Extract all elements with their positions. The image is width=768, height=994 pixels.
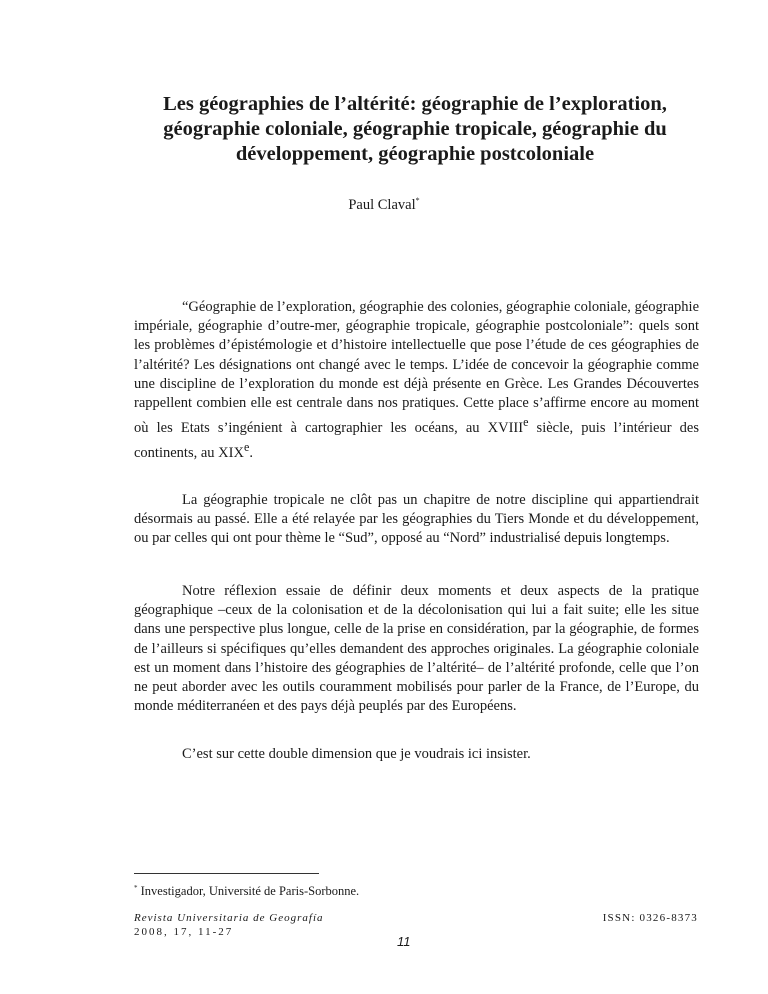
author-text: Paul Claval: [348, 196, 416, 213]
footnote-mark: *: [134, 884, 138, 892]
title-line-1: Les géographies de l’altérité: géographie de l’exploration,: [163, 93, 667, 115]
paragraph-3: Notre réflexion essaie de définir deux moments et deux aspects de la pratique géographique –ceux de la colonisation et de la décolonisation qui lui a fait suite; elle les situe dans une perspective plus longue, celle de la prise en considération, par la géographie, de formes de l’ailleurs si spécifiques qu’elles demandent des approches originales. La géographie coloniale est un moment dans l’histoire des géographies de l’altérité– de l’altérité profonde, celle que l’on ne peut aborder avec les outils couramment mobilisés pour parler de la France, de l’Europe, du monde méditerranéen et des pays déjà peuplés par des Européens.: [134, 583, 699, 715]
footnote-text: Investigador, Université de Paris-Sorbonne.: [137, 884, 360, 899]
author-name: [0, 192, 768, 214]
author-footnote-mark: *: [415, 196, 420, 205]
paragraph-4: C’est sur cette double dimension que je voudrais ici insister.: [182, 746, 531, 762]
paragraph-1-part-a: “Géographie de l’exploration, géographie des colonies, géographie coloniale, géographie impériale, géographie d’outre-mer, géographie tropicale, géographie postcoloniale”: quels sont les problèmes d’épistémologie et d’histoire intellectuelle que pose l’étude de ces géographies de l’altérité? Les désignations ont changé avec le temps. L’idée de concevoir la géographie comme une discipline de l’exploration du monde est déjà présente en Grèce. Les Grandes Découvertes rappellent combien elle est centrale dans nos pratiques. Cette place s’affirme encore au moment où les Etats s’ingénient à cartographier les océans, au XVIII: [134, 299, 699, 437]
journal-volume: 2008, 17, 11-27: [134, 926, 234, 938]
footnote: [134, 880, 359, 899]
superscript-e-2: e: [243, 440, 250, 455]
title-line-2: géographie coloniale, géographie tropicale, géographie du: [163, 118, 667, 140]
issn-number: ISSN: 0326-8373: [602, 912, 698, 924]
paragraph-2: La géographie tropicale ne clôt pas un chapitre de notre discipline qui appartiendrait désormais au passé. Elle a été relayée par les géographies du Tiers Monde et du développement, ou par celles qui ont pour thème le “Sud”, opposé au “Nord” industrialisé depuis longtemps.: [134, 492, 699, 547]
journal-name: Revista Universitaria de Geografía: [134, 912, 324, 924]
paragraph-1: [134, 298, 699, 463]
superscript-e-1: e: [523, 415, 529, 430]
paragraph-1-part-c: .: [249, 445, 253, 462]
paragraph-1-part-b: siècle, puis l’intérieur des continents, au XIX: [134, 420, 699, 462]
article-title: [128, 92, 702, 167]
footnote-divider: [134, 873, 319, 874]
title-line-3: développement, géographie postcoloniale: [235, 143, 595, 165]
page-number: 11: [397, 934, 411, 949]
